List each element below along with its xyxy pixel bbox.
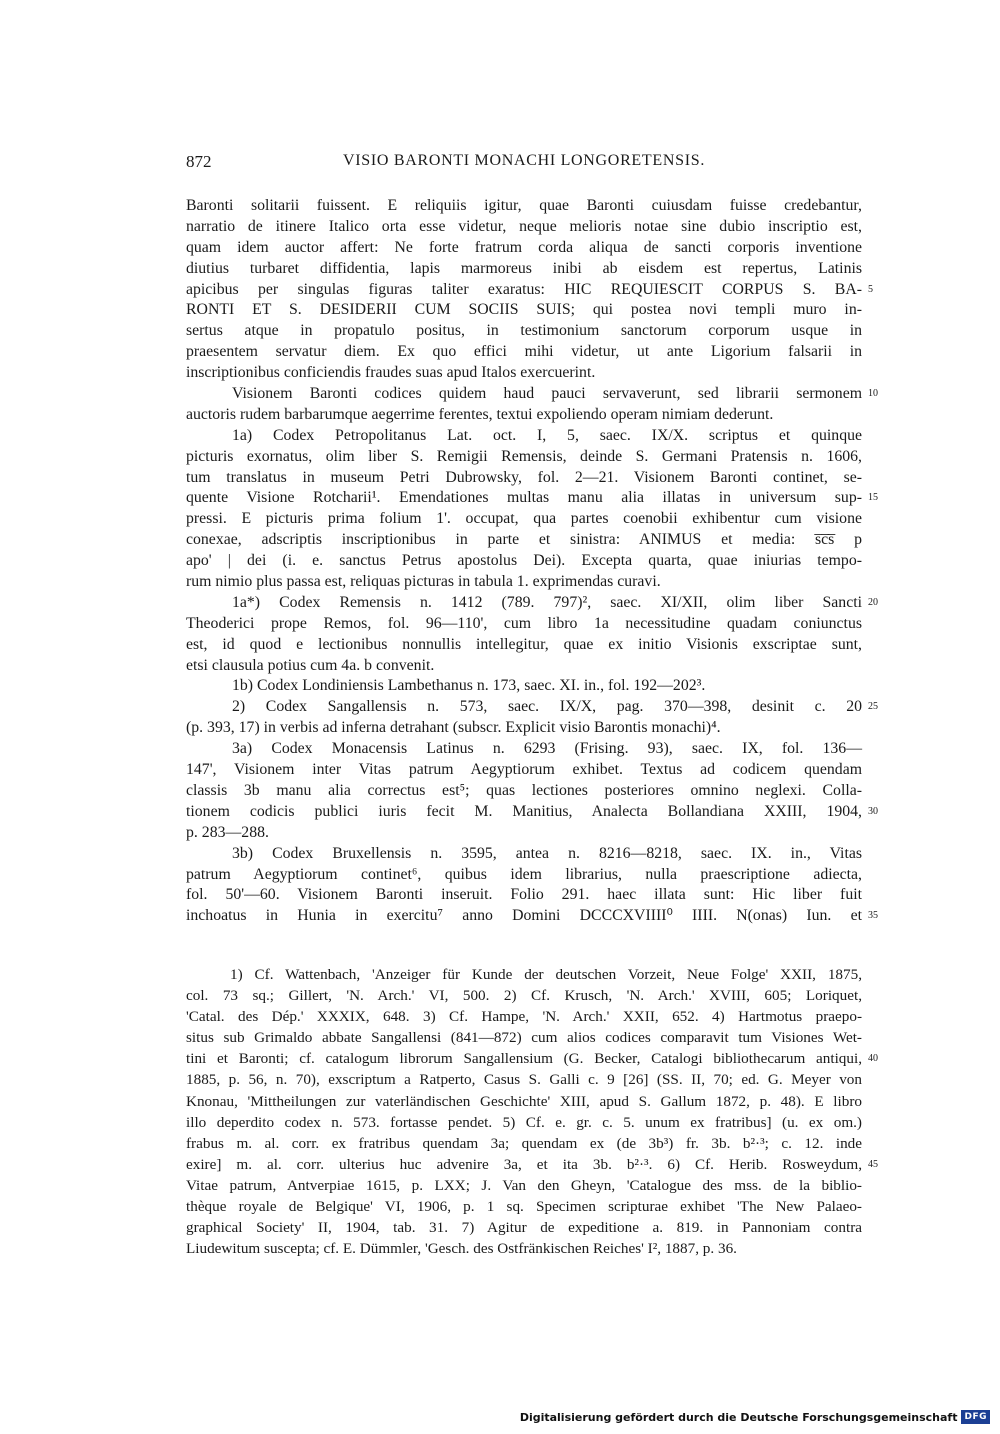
text-line xyxy=(186,321,862,342)
footnote-line-text: Vitae patrum, Antverpiae 1615, p. LXX; J. Van den Gheyn, 'Catalogue des mss. de la biblio- xyxy=(186,1176,862,1194)
text-line-text: 1a) Codex Petropolitanus Lat. oct. I, 5, saec. IX/X. scriptus et quinque xyxy=(232,426,862,444)
footnote-line xyxy=(186,1196,862,1217)
footnote-line-text: Knonau, 'Mittheilungen zur vaterländischen Geschichte' XIII, apud S. Gallum 1872, p. 48). E libro xyxy=(186,1092,862,1110)
text-line xyxy=(186,718,862,739)
footnote-line xyxy=(186,1238,862,1259)
funding-notice xyxy=(520,1406,990,1428)
text-line xyxy=(186,426,862,447)
text-line-text: pressi. E picturis prima folium 1'. occupat, qua partes coenobii exhibentur cum visione xyxy=(186,510,862,528)
line-number: 25 xyxy=(868,701,878,713)
footnote-line xyxy=(186,1069,862,1090)
line-number: 5 xyxy=(868,283,873,295)
dfg-logo: DFG xyxy=(961,1410,990,1424)
text-line xyxy=(186,530,862,551)
main-text xyxy=(186,196,878,927)
text-line-text: 3a) Codex Monacensis Latinus n. 6293 (Frising. 93), saec. IX, fol. 136— xyxy=(232,740,862,758)
text-line-text: tionem codicis publici iuris fecit M. Manitius, Analecta Bollandiana XXIII, 1904, xyxy=(186,802,862,820)
text-line xyxy=(186,280,873,301)
text-line xyxy=(186,300,862,321)
footnote-line xyxy=(186,1133,862,1154)
footnote-line xyxy=(186,1006,862,1027)
text-line xyxy=(186,823,862,844)
page-header xyxy=(186,152,862,176)
text-line-text: apicibus per singulas figuras taliter exaratus: HIC REQUIESCIT CORPUS S. BA- xyxy=(186,280,862,298)
text-line-text: diutius turbaret diffidentia, lapis marmoreus inibi ab eisdem est repertus, Latinis xyxy=(186,259,862,277)
text-line xyxy=(186,760,862,781)
footnote-line xyxy=(186,985,862,1006)
footnote-line-text: 1885, p. 56, n. 70), exscriptum a Ratperto, Casus S. Galli c. 9 [26] (SS. II, 70; ed. G. Meyer von xyxy=(186,1071,862,1089)
text-line xyxy=(186,405,862,426)
footnote-line-text: graphical Society' II, 1904, tab. 31. 7) Agitur de expeditione a. 819. in Pannoniam contra xyxy=(186,1219,862,1237)
footnote-line xyxy=(186,1091,862,1112)
footnote-line-text: exire] m. al. corr. ulterius huc advenire 3a, et ita 3b. b²·³. 6) Cf. Herib. Rosweydum, xyxy=(186,1155,862,1173)
text-line xyxy=(186,802,878,823)
text-line-text: 1a*) Codex Remensis n. 1412 (789. 797)², saec. XI/XII, olim liber Sancti xyxy=(232,593,862,611)
line-number: 45 xyxy=(868,1158,878,1170)
running-title: VISIO BARONTI MONACHI LONGORETENSIS. xyxy=(342,152,706,169)
text-line-text: classis 3b manu alia correctus est⁵; quas lectiones posteriores omnino neglexi. Colla- xyxy=(186,781,862,799)
footnote-line-text: tini et Baronti; cf. catalogum librorum Sangallensium (G. Becker, Catalogi bibliothecarum antiqui, xyxy=(186,1050,862,1068)
text-line-text: Baronti solitarii fuissent. E reliquiis igitur, quae Baronti cuiusdam fuisse credebantur, xyxy=(186,197,862,214)
footnote-line xyxy=(186,964,862,985)
text-line-text: quam idem auctor affert: Ne forte fratrum corda aliqua de sancti corporis inventione xyxy=(186,238,862,256)
footnote-line xyxy=(186,1154,878,1175)
footnote-line-text: col. 73 sq.; Gillert, 'N. Arch.' VI, 500. 2) Cf. Krusch, 'N. Arch.' XVIII, 605; Loriquet, xyxy=(186,987,862,1005)
text-line-text: patrum Aegyptiorum continet⁶, quibus idem librarius, nulla praescriptione adiecta, xyxy=(186,865,862,883)
text-line-text: 1b) Codex Londiniensis Lambethanus n. 173, saec. XI. in., fol. 192—202³. xyxy=(232,677,706,695)
text-line-text: Visionem Baronti codices quidem haud pauci servaverunt, sed librarii sermonem xyxy=(232,385,862,403)
text-line-text: inscriptionibus conficiendis fraudes suas apud Italos exercuerint. xyxy=(186,364,596,382)
footnote-line-text: situs sub Grimaldo abbate Sangallensi (841—872) cum alios codices comparavit tum Visiones Wet- xyxy=(186,1029,862,1047)
text-line-text: etsi clausula potius cum 4a. b convenit. xyxy=(186,656,435,674)
text-line-text: (p. 393, 17) in verbis ad inferna detrahant (subscr. Explicit visio Barontis monachi)⁴. xyxy=(186,719,721,737)
line-number: 20 xyxy=(868,596,878,608)
line-number: 10 xyxy=(868,388,878,400)
text-line-text: rum nimio plus passa est, reliquas picturas in tabula 1. exprimendas curavi. xyxy=(186,573,661,591)
text-line-text: narratio de itinere Italico orta esse videtur, neque melioris notae sine dubio inscriptio est, xyxy=(186,217,862,235)
text-line xyxy=(186,551,862,572)
text-line-text: praesentem servatur diem. Ex quo effici mihi videtur, ut ante Ligorium falsarii in xyxy=(186,343,862,361)
text-line xyxy=(186,342,862,363)
text-line xyxy=(186,697,878,718)
text-line xyxy=(186,572,862,593)
text-line xyxy=(186,593,878,614)
text-line xyxy=(186,865,862,886)
text-line xyxy=(186,844,862,865)
text-line xyxy=(186,781,862,802)
footnote-line-text: thèque royale de Belgique' VI, 1906, p. 1 sq. Specimen scripturae exhibet 'The New Palaeo- xyxy=(186,1198,862,1216)
footnote-line xyxy=(186,1027,862,1048)
text-line-text: inchoatus in Hunia in exercitu⁷ anno Domini DCCCXVIIII⁰ IIII. N(onas) Iun. et xyxy=(186,907,862,925)
line-number: 35 xyxy=(868,910,878,922)
text-line-text: auctoris rudem barbarumque aegerrime ferentes, textui expoliendo operam nimiam dederunt. xyxy=(186,405,774,423)
text-line-text: quente Visione Rotcharii¹. Emendationes multas manu alia illatas in universum sup- xyxy=(186,489,862,507)
text-line-text: est, id quod e lectionibus nonnullis intellegitur, quae ex initio Visionis exscriptae sunt, xyxy=(186,635,862,653)
text-line xyxy=(186,217,862,238)
text-line-text: apo' | dei (i. e. sanctus Petrus apostolus Dei). Excepta quarta, quae iniurias tempo- xyxy=(186,552,862,570)
footnote-line xyxy=(186,1175,862,1196)
text-line-text: sertus atque in propatulo positus, in testimonium sanctorum corporum usque in xyxy=(186,322,862,340)
text-line xyxy=(186,739,862,760)
text-line xyxy=(186,384,878,405)
footnotes xyxy=(186,964,878,1259)
text-line-text: picturis exornatus, olim liber S. Remigii Remensis, deinde S. Germani Pratensis n. 1606, xyxy=(186,447,862,465)
text-line xyxy=(186,885,862,906)
text-line xyxy=(186,635,862,656)
footnote-line xyxy=(186,1217,862,1238)
text-line xyxy=(186,363,862,384)
footnote-line-text: 'Catal. des Dép.' XXXIX, 648. 3) Cf. Hampe, 'N. Arch.' XXII, 652. 4) Hartmotus praepo- xyxy=(186,1008,862,1026)
text-line xyxy=(186,238,862,259)
text-line-text: p. 283—288. xyxy=(186,823,269,841)
text-line-text: Theoderici prope Remos, fol. 96—110', cum libro 1a necessitudine quadam coniunctus xyxy=(186,614,862,632)
line-number: 15 xyxy=(868,492,878,504)
text-line xyxy=(186,614,862,635)
footnote-line-text: 1) Cf. Wattenbach, 'Anzeiger für Kunde der deutschen Vorzeit, Neue Folge' XXII, 1875, xyxy=(230,966,862,983)
text-line-text: 147', Visionem inter Vitas patrum Aegyptiorum exhibet. Textus ad codicem quendam xyxy=(186,761,862,779)
text-line xyxy=(186,676,862,697)
text-line xyxy=(186,259,862,280)
text-line xyxy=(186,509,862,530)
text-line-text: tum translatus in museum Petri Dubrowsky, fol. 2—21. Visionem Baronti continet, se- xyxy=(186,468,862,486)
funding-text: Digitalisierung gefördert durch die Deutsche Forschungsgemeinschaft xyxy=(519,1410,958,1424)
text-line xyxy=(186,656,862,677)
text-line-text: fol. 50'—60. Visionem Baronti inseruit. Folio 291. haec illata sunt: Hic liber fuit xyxy=(186,886,862,904)
footnote-line xyxy=(186,1112,862,1133)
footnote-line-text: frabus m. al. corr. ex fratribus quendam 3a; quendam ex (de 3b³) fr. 3b. b²·³; c. 12. inde xyxy=(186,1134,862,1152)
text-line xyxy=(186,488,878,509)
text-line xyxy=(186,196,862,217)
text-line xyxy=(186,468,862,489)
text-line xyxy=(186,906,878,927)
footnote-line-text: illo deperdito codex n. 573. fortasse pendet. 5) Cf. e. gr. c. 5. unum ex fratribus] (u. ex om.) xyxy=(186,1113,862,1131)
line-number: 40 xyxy=(868,1053,878,1065)
text-line-text: 2) Codex Sangallensis n. 573, saec. IX/X, pag. 370—398, desinit c. 20 xyxy=(232,698,862,716)
line-number: 30 xyxy=(868,805,878,817)
text-line-text: conexae, adscriptis inscriptionibus in parte et sinistra: ANIMUS et media: s̅c̅s̅ p xyxy=(186,531,862,549)
page-number: 872 xyxy=(186,152,212,171)
text-line xyxy=(186,447,862,468)
footnote-line-text: Liudewitum suscepta; cf. E. Dümmler, 'Gesch. des Ostfränkischen Reiches' I², 1887, p. 36. xyxy=(186,1240,737,1258)
text-line-text: RONTI ET S. DESIDERII CUM SOCIIS SUIS; qui postea novi templi muro in- xyxy=(186,301,862,319)
text-line-text: 3b) Codex Bruxellensis n. 3595, antea n. 8216—8218, saec. IX. in., Vitas xyxy=(232,844,862,862)
footnote-line xyxy=(186,1048,878,1069)
